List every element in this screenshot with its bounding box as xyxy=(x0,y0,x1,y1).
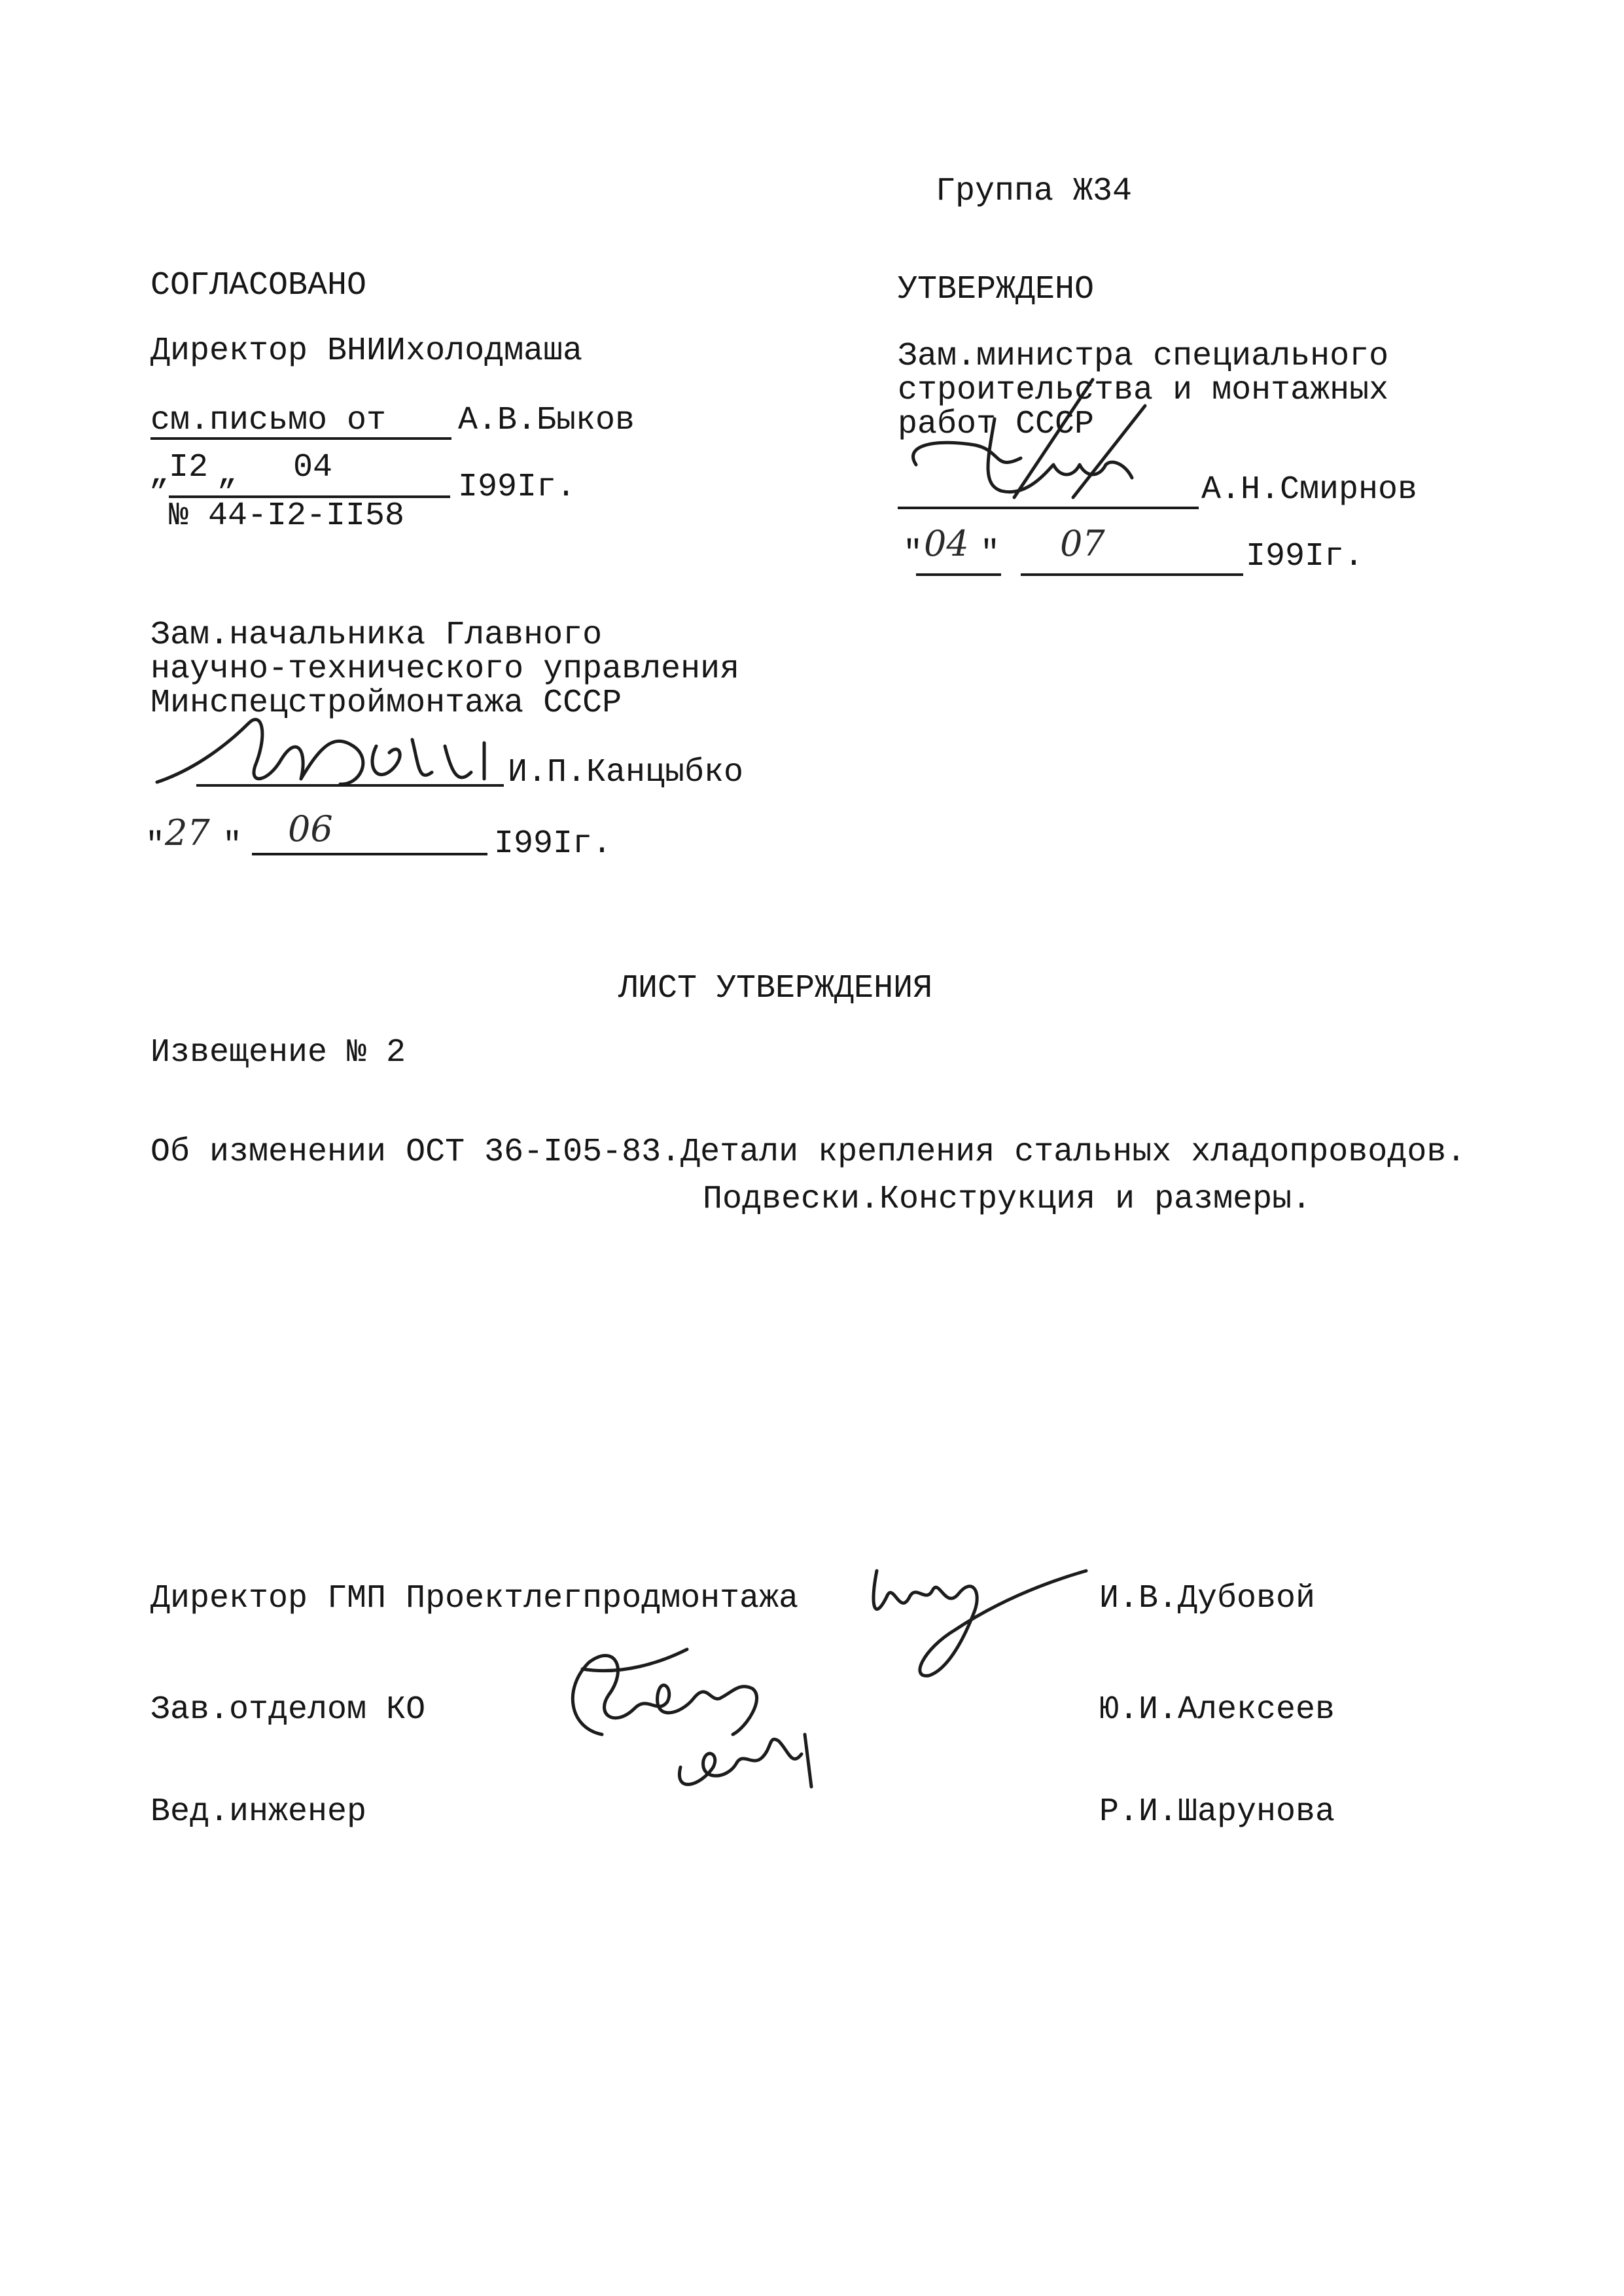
approved-line-2: строительства и монтажных xyxy=(898,372,1389,409)
deputy-line-1: Зам.начальника Главного xyxy=(150,617,603,654)
approved-name: А.Н.Смирнов xyxy=(1201,471,1418,509)
subject-line-1: Об изменении ОСТ 36-I05-83.Детали крепления стальных хладопроводов. xyxy=(150,1134,1466,1171)
deputy-signature xyxy=(144,707,550,805)
approved-line-3: работ СССР xyxy=(898,406,1095,443)
approved-date-quote-close: " xyxy=(980,535,1000,573)
deputy-name: И.П.Канцыбко xyxy=(508,754,744,791)
letter-underline xyxy=(150,437,451,440)
approved-heading: УТВЕРЖДЕНО xyxy=(898,271,1095,308)
deputy-line-3: Минспецстроймонтажа СССР xyxy=(150,685,622,722)
signatory-role-director: Директор ГМП Проектлегпродмонтажа xyxy=(150,1580,799,1617)
approved-date-underline-1 xyxy=(916,573,1001,576)
group-label: Группа Ж34 xyxy=(936,173,1133,210)
signatory-name-engineer: Р.И.Шарунова xyxy=(1099,1793,1335,1831)
signatory-role-engineer: Вед.инженер xyxy=(150,1793,367,1831)
date-quote-open: „ xyxy=(149,456,169,493)
approved-date-quote-open: " xyxy=(903,535,923,573)
approved-date-month: 07 xyxy=(1060,523,1105,564)
deputy-sign-underline xyxy=(196,784,504,787)
signatory-name-head: Ю.И.Алексеев xyxy=(1099,1691,1335,1729)
deputy-date-quote-open: " xyxy=(145,827,166,865)
head-signature xyxy=(543,1636,844,1793)
approved-signature xyxy=(896,367,1210,511)
approved-date-day: 04 xyxy=(924,523,969,564)
agreed-heading: СОГЛАСОВАНО xyxy=(150,267,367,304)
deputy-line-2: научно-технического управления xyxy=(150,651,740,688)
subject-line-2: Подвески.Конструкция и размеры. xyxy=(703,1181,1312,1218)
approved-date-underline-2 xyxy=(1021,573,1243,576)
approved-sign-underline xyxy=(898,507,1199,509)
document-title: ЛИСТ УТВЕРЖДЕНИЯ xyxy=(618,970,933,1007)
agreed-date-day: I2 xyxy=(169,449,209,486)
approved-line-1: Зам.министра специального xyxy=(898,338,1389,375)
deputy-date-underline xyxy=(252,853,487,855)
approved-date-year: I99Iг. xyxy=(1246,538,1364,575)
agreed-director-name: А.В.Быков xyxy=(458,402,635,439)
agreed-date-month: 04 xyxy=(293,449,333,486)
signatory-role-head: Зав.отделом КО xyxy=(150,1691,426,1729)
deputy-date-month: 06 xyxy=(288,808,333,850)
notice-number: Извещение № 2 xyxy=(150,1034,406,1071)
deputy-date-year: I99Iг. xyxy=(494,825,612,863)
date-quote-close: „ xyxy=(217,456,238,493)
deputy-date-quote-close: " xyxy=(222,827,243,865)
signatory-name-director: И.В.Дубовой xyxy=(1099,1580,1316,1617)
agreed-director-line: Директор ВНИИхолодмаша xyxy=(150,332,583,370)
letter-number: № 44-I2-II58 xyxy=(169,497,405,535)
agreed-date-year: I99Iг. xyxy=(458,469,576,506)
director-signature xyxy=(851,1545,1112,1689)
letter-label: см.письмо от xyxy=(150,402,387,439)
deputy-date-day: 27 xyxy=(165,812,210,853)
